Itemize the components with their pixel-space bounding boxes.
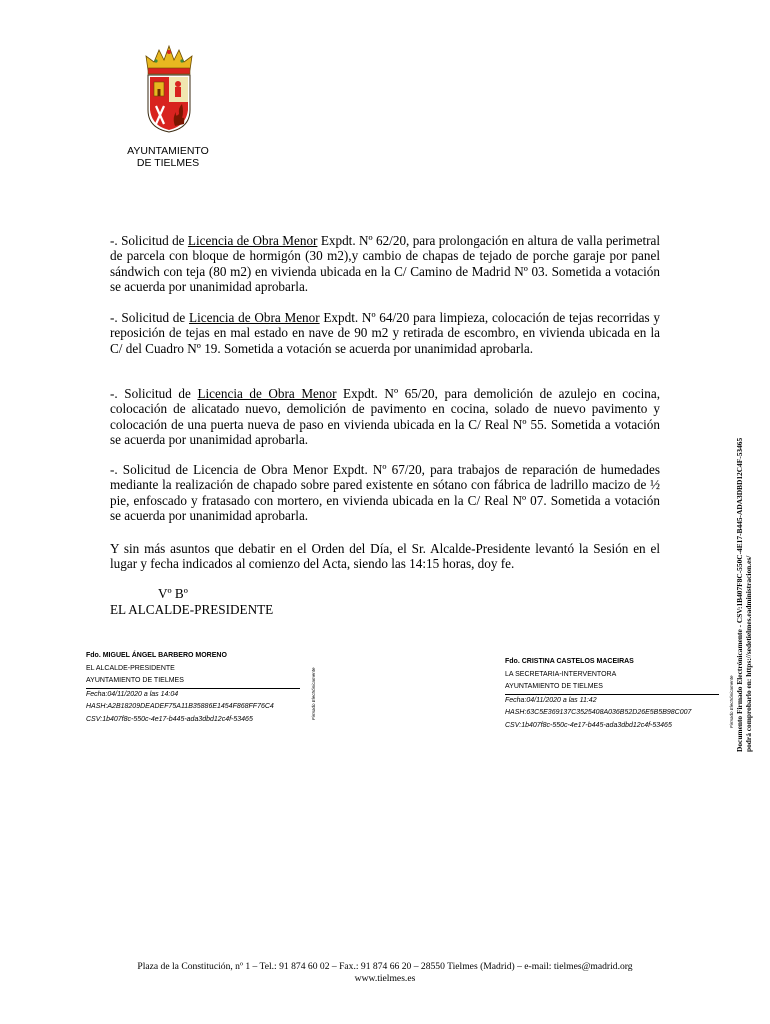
paragraph-item-4 [110, 462, 660, 523]
page-footer [60, 961, 710, 985]
item-license-type: Licencia de Obra Menor [187, 233, 318, 248]
org-name-line1: AYUNTAMIENTO [127, 145, 209, 157]
signature-block-mayor [86, 650, 300, 726]
item-license-type: Licencia de Obra Menor [197, 386, 337, 401]
signature-date: Fecha:04/11/2020 a las 11:42 [505, 696, 597, 704]
item-prefix: -. Solicitud de [110, 310, 190, 325]
item-text: Expdt. Nº 65/20, para demolición de azulejo en cocina, colocación de alicatado nuevo, demolición de pavimento en cocina, solado de nuevo pavimento y colocación de una puerta nueva de paso en vivienda ubicada en la C/ Real Nº 55. Sometida a votación se acuerda por unanimidad aprobarla. [110, 386, 660, 447]
item-prefix: -. Solicitud de [110, 233, 188, 248]
org-name-line2: DE TIELMES [136, 157, 200, 169]
side-note-line1: Documento Firmado Electrónicamente - CSV:1B407F8C-550C-4E17-B445-ADA3DBD12C4F-53465 [735, 437, 744, 752]
signature-csv: CSV:1b407f8c-550c-4e17-b445-ada3dbd12c4f-53465 [505, 721, 672, 729]
paragraph-item-1 [110, 233, 660, 294]
side-validation-note [736, 438, 753, 752]
item-text: Expdt. Nº 62/20, para prolongación en altura de valla perimetral de parcela con bloque de hormigón (30 m2),y cambio de chapas de tejado de porche garaje por panel sándwich con teja (80 m2) en vivienda ubicada en la C/ Camino de Madrid Nº 03. Sometida a votación se acuerda por unanimidad aprobarla. [110, 233, 661, 294]
signer-org: AYUNTAMIENTO DE TIELMES [505, 681, 719, 695]
signature-stamp-mayor: Firmado Electrónicamente [311, 667, 316, 720]
item-prefix: -. Solicitud de [110, 386, 198, 401]
item-text: Expdt. Nº 64/20 para limpieza, colocación de tejas recorridas y reposición de tejas en mal estado en nave de 90 m2 y retirada de escombro, en vivienda ubicada en la C/ del Cuadro Nº 19. Sometida a votación se acuerda por unanimidad aprobarla. [110, 310, 660, 356]
footer-website: www.tielmes.es [354, 973, 416, 984]
paragraph-item-3 [110, 386, 660, 447]
footer-address: Plaza de la Constitución, nº 1 – Tel.: 91 874 60 02 – Fax.: 91 874 66 20 – 28550 Tielmes (Madrid) – e-mail: tielmes@madrid.org [137, 961, 633, 972]
coat-of-arms-logo [142, 44, 196, 134]
signature-hash: HASH:A2B18209DEADEF75A11B35886E1454F868FF76C4 [86, 703, 274, 710]
signature-block-secretary [505, 656, 719, 732]
vobo-label: Vº Bº [158, 586, 188, 601]
signer-org: AYUNTAMIENTO DE TIELMES [86, 675, 300, 689]
item-license-type: Licencia de Obra Menor [189, 310, 320, 325]
alcalde-title: EL ALCALDE-PRESIDENTE [110, 602, 274, 617]
signer-name: Fdo. CRISTINA CASTELOS MACEIRAS [505, 658, 634, 665]
signature-csv: CSV:1b407f8c-550c-4e17-b445-ada3dbd12c4f-53465 [86, 715, 253, 723]
paragraph-item-2 [110, 310, 660, 356]
side-note-line2: podrá comprobarlo en: https://sedetielmes.eadministracion.es/ [743, 555, 753, 752]
signature-hash: HASH:63C5E369137C3525408A036B52D26E5B5B98C007 [505, 709, 692, 716]
org-name [100, 145, 236, 169]
closing-paragraph: Y sin más asuntos que debatir en el Orden del Día, el Sr. Alcalde-Presidente levantó la Sesión en el lugar y fecha indicados al comienzo del Acta, siendo las 14:15 horas, doy fe. [110, 541, 660, 572]
signer-role: LA SECRETARIA-INTERVENTORA [505, 670, 617, 678]
side-stamp: Firmado Electrónicamente [729, 675, 734, 728]
signature-date: Fecha:04/11/2020 a las 14:04 [86, 690, 179, 698]
item-text: -. Solicitud de Licencia de Obra Menor Expdt. Nº 67/20, para trabajos de reparación de humedades mediante la realización de chapado sobre pared existente en sótano con fábrica de ladrillo macizo de ½ pie, enfoscado y fratasado con mortero, en vivienda ubicada en la C/ Real Nº 07. Sometida a votación se acuerda por unanimidad aprobarla. [110, 462, 660, 523]
signer-name: Fdo. MIGUEL ÁNGEL BARBERO MORENO [86, 652, 227, 659]
signer-role: EL ALCALDE-PRESIDENTE [86, 664, 175, 672]
